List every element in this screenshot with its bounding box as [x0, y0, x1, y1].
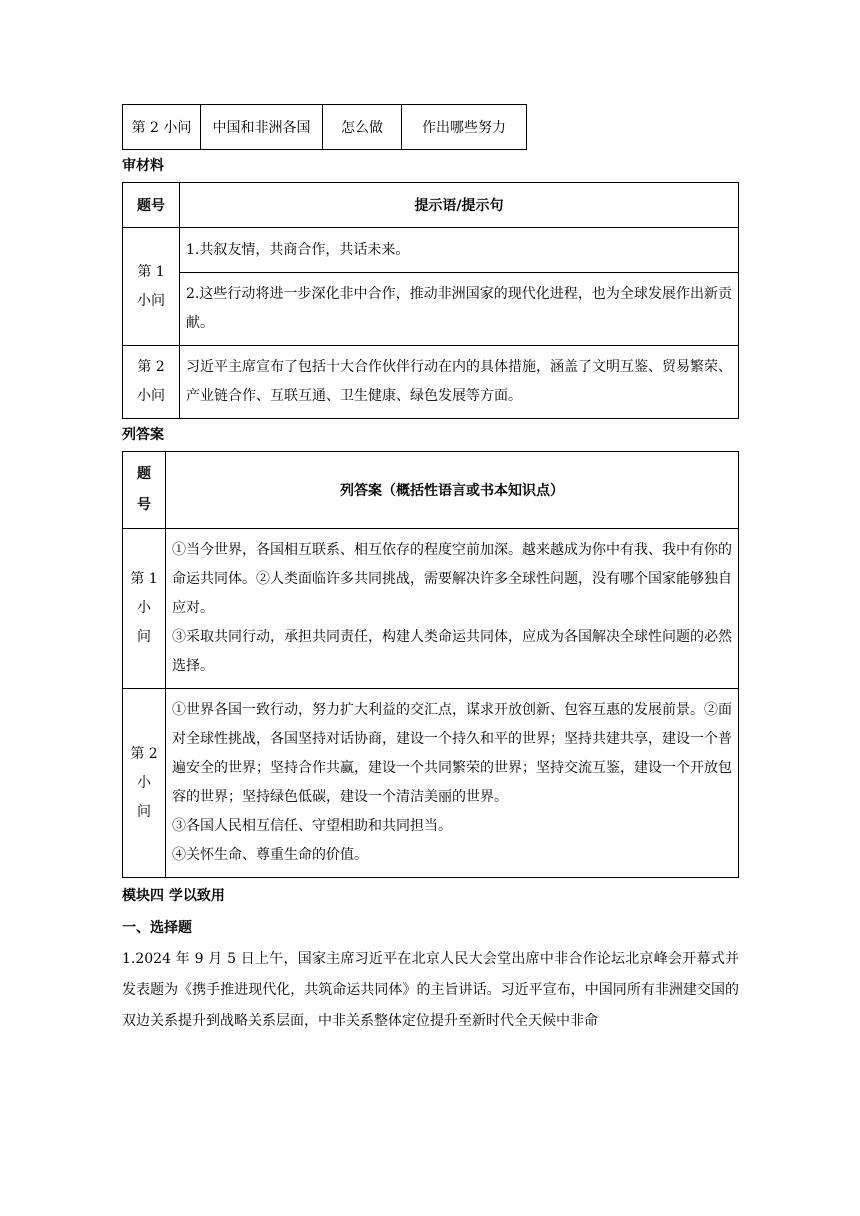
question-label-cell	[123, 529, 166, 689]
header-text: 题	[137, 466, 151, 482]
question-label: 小	[137, 774, 151, 791]
answer-cell	[166, 689, 739, 878]
question-label: 第 1	[130, 571, 158, 587]
header-cell: 列答案（概括性语言或书本知识点）	[166, 452, 739, 529]
answer-text: ④关怀生命、尊重生命的价值。	[172, 847, 368, 863]
answer-text: ③各国人民相互信任、守望相助和共同担当。	[172, 818, 452, 834]
table-cell: 中国和非洲各国	[201, 105, 323, 150]
question-label: 第 2	[130, 745, 158, 762]
hint-text: 1.共叙友情，共商合作，共话未来。	[186, 241, 410, 258]
table-row	[123, 273, 739, 346]
header-cell: 提示语/提示句	[180, 183, 739, 228]
hint-text: 习近平主席宣布了包括十大合作伙伴行动在内的具体措施，涵盖了文明互鉴、贸易繁荣、产业链合作、互联互通、卫生健康、绿色发展等方面。	[186, 359, 732, 404]
answer-text: ①当今世界，各国相互联系、相互依存的程度空前加深。越来越成为你中有我、我中有你的命运共同体。②人类面临许多共同挑战，需要解决许多全球性问题，没有哪个国家能够独自应对。	[172, 542, 732, 616]
question-label: 问	[137, 803, 151, 820]
hint-text: 2.这些行动将进一步深化非中合作，推动非洲国家的现代化进程，也为全球发展作出新贡献。	[186, 286, 732, 331]
question-label: 第 1	[137, 263, 165, 280]
answer-table	[122, 451, 739, 878]
header-text: 号	[137, 497, 151, 513]
table-row	[123, 228, 739, 273]
section-label-material: 审材料	[122, 158, 164, 174]
section-label-answers: 列答案	[122, 427, 164, 443]
question-label: 第 2	[137, 359, 165, 375]
hint-table	[122, 182, 739, 419]
section-subtitle: 一、选择题	[122, 920, 192, 936]
answer-text: ①世界各国一致行动，努力扩大利益的交汇点，谋求开放创新、包容互惠的发展前景。②面对全球性挑战，各国坚持对话协商，建设一个持久和平的世界；坚持共建共享，建设一个普遍安全的世界；坚持合作共赢，建设一个共同繁荣的世界；坚持交流互鉴，建设一个开放包容的世界；坚持绿色低碳，建设一个清洁美丽的世界。	[172, 702, 732, 805]
table-cell: 怎么做	[323, 105, 402, 150]
question-label-cell	[123, 346, 180, 419]
hint-cell	[180, 228, 739, 273]
table-header-row	[123, 183, 739, 228]
question-label-cell	[123, 689, 166, 878]
question-paragraph: 1.2024 年 9 月 5 日上午，国家主席习近平在北京人民大会堂出席中非合作论坛北京峰会开幕式并发表题为《携手推进现代化，共筑命运共同体》的主旨讲话。习近平宣布，中国同所有非洲建交国的双边关系提升到战略关系层面，中非关系整体定位提升至新时代全天候中非命	[122, 951, 739, 1029]
question-label: 小问	[137, 388, 165, 404]
answer-cell	[166, 529, 739, 689]
table-cell: 第 2 小问	[123, 105, 201, 150]
answer-text: ③采取共同行动，承担共同责任，构建人类命运共同体，应成为各国解决全球性问题的必然选择。	[172, 629, 732, 674]
hint-cell	[180, 346, 739, 419]
question-label: 小问	[137, 292, 165, 309]
top-analysis-table	[122, 104, 527, 150]
question-label: 问	[137, 629, 151, 645]
question-label: 小	[137, 600, 151, 616]
table-row	[123, 689, 739, 878]
header-cell	[123, 452, 166, 529]
table-cell: 作出哪些努力	[402, 105, 527, 150]
question-label-cell	[123, 228, 180, 346]
document-page	[122, 104, 739, 1037]
table-header-row	[123, 452, 739, 529]
table-row	[123, 529, 739, 689]
header-cell: 题号	[123, 183, 180, 228]
hint-cell	[180, 273, 739, 346]
table-row	[123, 105, 527, 150]
table-row	[123, 346, 739, 419]
module-title: 模块四 学以致用	[122, 888, 225, 904]
